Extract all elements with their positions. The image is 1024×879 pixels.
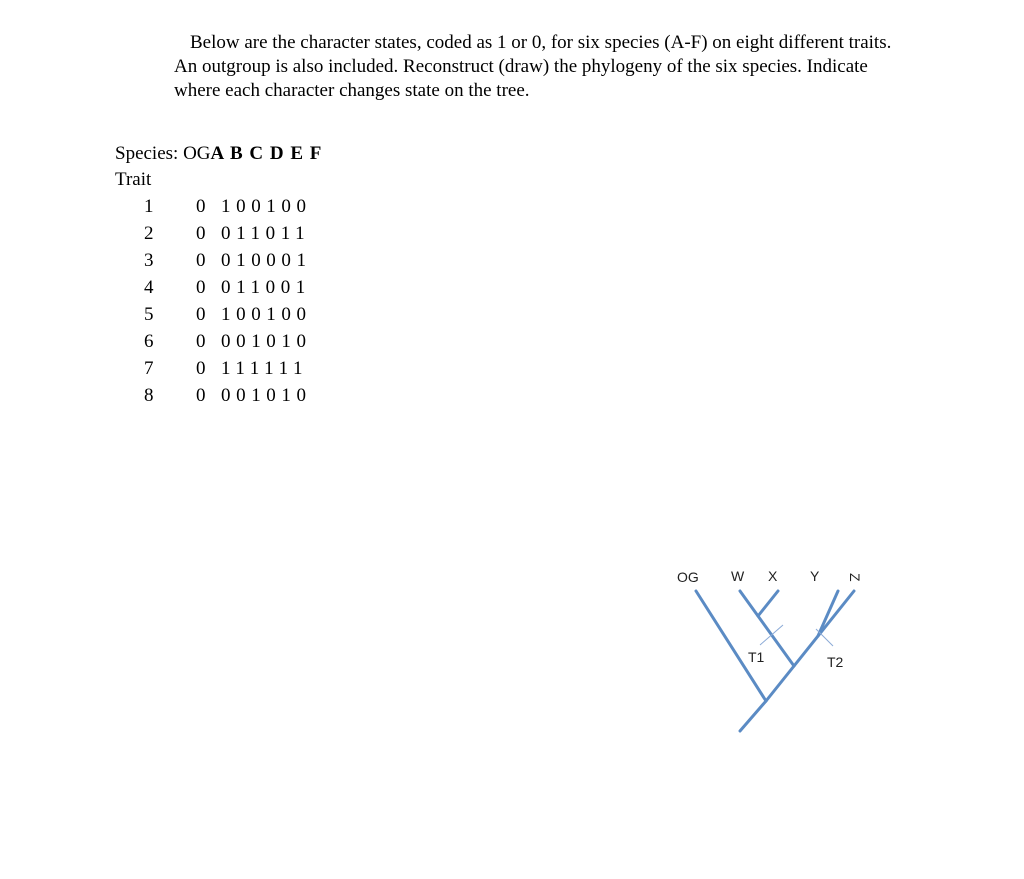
species-values: 011001 <box>221 277 311 298</box>
species-values: 100100 <box>221 196 312 217</box>
trait-number: 7 <box>144 358 154 379</box>
og-value: 0 <box>196 250 206 271</box>
example-phylogeny-tree <box>660 555 880 745</box>
og-value: 0 <box>196 223 206 244</box>
trait-number: 5 <box>144 304 154 325</box>
og-label: OG <box>183 143 211 164</box>
trait-number: 8 <box>144 385 154 406</box>
species-values: 001010 <box>221 331 312 352</box>
og-value: 0 <box>196 358 206 379</box>
tip-label-og: OG <box>677 569 699 585</box>
trait-header: Trait <box>115 169 152 190</box>
og-value: 0 <box>196 331 206 352</box>
question-text: Below are the character states, coded as 1 or 0, for six species (A-F) on eight different traits. An outgroup is also included. Reconstruct (draw) the phylogeny of the six species. Indicate where each character changes state on the tree. <box>174 32 892 101</box>
og-value: 0 <box>196 277 206 298</box>
tip-label-x: X <box>768 568 778 584</box>
tip-label-y: Y <box>810 568 820 584</box>
species-letters: A B C D E F <box>210 143 323 164</box>
change-label-t2: T2 <box>827 654 844 670</box>
species-header <box>115 142 322 166</box>
tree-og-branch <box>696 591 766 701</box>
og-value: 0 <box>196 196 206 217</box>
trait-number: 2 <box>144 223 154 244</box>
species-values: 100100 <box>221 304 312 325</box>
species-values: 001010 <box>221 385 312 406</box>
species-label: Species: <box>115 143 179 164</box>
species-values: 111111 <box>221 358 309 379</box>
change-label-t1: T1 <box>748 649 765 665</box>
og-value: 0 <box>196 385 206 406</box>
trait-number: 1 <box>144 196 154 217</box>
tip-label-z: Z <box>847 573 863 582</box>
t1-tick <box>760 625 783 645</box>
trait-number: 3 <box>144 250 154 271</box>
trait-number: 6 <box>144 331 154 352</box>
species-values: 011011 <box>221 223 311 244</box>
og-value: 0 <box>196 304 206 325</box>
tree-root-branch <box>740 701 766 731</box>
trait-number: 4 <box>144 277 154 298</box>
species-values: 010001 <box>221 250 312 271</box>
tip-label-w: W <box>731 568 745 584</box>
tree-x-branch <box>758 591 778 616</box>
